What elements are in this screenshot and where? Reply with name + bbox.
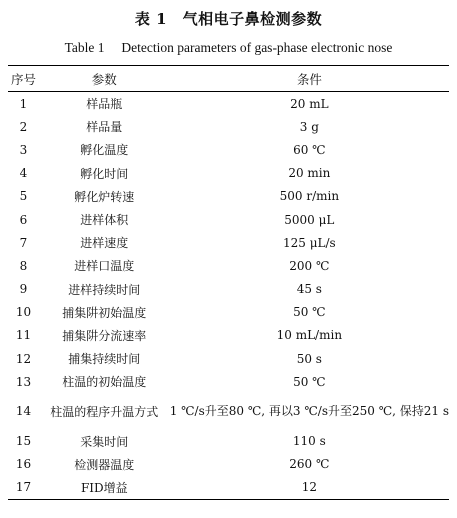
row-parameter: 孵化时间 (80, 166, 129, 181)
row-condition: 500 r/min (279, 189, 340, 204)
table-row (8, 347, 449, 370)
row-condition: 50 s (296, 351, 322, 366)
table-row (8, 185, 449, 208)
row-condition: 1 ℃/s升至80 ℃, 再以3 ℃/s升至250 ℃, 保持21 s (169, 404, 449, 419)
row-index: 2 (19, 119, 28, 134)
row-parameter: 进样体积 (80, 213, 129, 228)
row-parameter: 捕集持续时间 (68, 352, 141, 367)
row-condition: 200 ℃ (289, 258, 330, 273)
row-parameter: 柱温的初始温度 (62, 375, 147, 390)
row-index: 1 (19, 96, 28, 111)
row-parameter: 检测器温度 (74, 457, 135, 472)
table-row (8, 162, 449, 185)
row-condition: 60 ℃ (293, 142, 326, 157)
row-condition: 20 min (288, 166, 331, 181)
table-row (8, 393, 449, 429)
row-parameter: 柱温的程序升温方式 (50, 404, 159, 419)
table-row (8, 324, 449, 347)
row-index: 12 (15, 351, 32, 366)
header-condition: 条件 (170, 66, 449, 92)
row-index: 16 (15, 457, 32, 472)
row-parameter: 进样速度 (80, 236, 129, 251)
table-row (8, 370, 449, 393)
row-index: 10 (15, 305, 32, 320)
row-parameter: FID增益 (39, 476, 170, 500)
table-row (8, 92, 449, 116)
header-index: 序号 (8, 66, 39, 92)
row-condition: 20 mL (290, 96, 329, 111)
table-header-row (8, 66, 449, 92)
row-condition: 260 ℃ (289, 457, 330, 472)
row-index: 13 (15, 374, 32, 389)
row-index: 3 (19, 142, 28, 157)
row-parameter: 样品瓶 (86, 97, 123, 112)
row-index: 17 (8, 476, 39, 500)
row-condition: 50 ℃ (293, 305, 326, 320)
row-parameter: 样品量 (86, 120, 123, 135)
row-parameter: 捕集阱分流速率 (62, 328, 147, 343)
row-condition: 3 g (299, 119, 319, 134)
row-condition: 110 s (292, 434, 326, 449)
row-index: 5 (19, 189, 28, 204)
header-parameter: 参数 (39, 66, 170, 92)
table-row (8, 115, 449, 138)
row-index: 4 (19, 166, 28, 181)
row-index: 11 (15, 328, 32, 343)
row-parameter: 孵化温度 (80, 143, 129, 158)
table-row (8, 254, 449, 277)
table-row (8, 208, 449, 231)
row-index: 7 (19, 235, 28, 250)
row-index: 15 (15, 434, 32, 449)
row-index: 6 (19, 212, 28, 227)
row-condition: 125 μL/s (283, 235, 336, 250)
table-row (8, 453, 449, 476)
parameters-table (8, 65, 449, 500)
table-caption-english: Table 1 Detection parameters of gas-phase electronic nose (64, 40, 393, 55)
table-caption-chinese: 表 1 气相电子鼻检测参数 (134, 10, 323, 28)
table-row (8, 278, 449, 301)
table-row (8, 429, 449, 452)
row-condition: 10 mL/min (276, 328, 343, 343)
table-row (8, 476, 449, 500)
row-condition: 50 ℃ (293, 374, 326, 389)
table-row (8, 231, 449, 254)
row-parameter: 采集时间 (80, 434, 129, 449)
row-condition: 5000 μL (284, 212, 335, 227)
row-parameter: 孵化炉转速 (74, 189, 135, 204)
row-index: 9 (19, 282, 28, 297)
row-parameter: 进样持续时间 (68, 282, 141, 297)
table-row (8, 301, 449, 324)
row-condition: 45 s (296, 282, 322, 297)
row-condition: 12 (170, 476, 449, 500)
row-index: 8 (19, 258, 28, 273)
table-row (8, 138, 449, 161)
row-parameter: 捕集阱初始温度 (62, 305, 147, 320)
row-parameter: 进样口温度 (74, 259, 135, 274)
row-index: 14 (15, 404, 32, 419)
